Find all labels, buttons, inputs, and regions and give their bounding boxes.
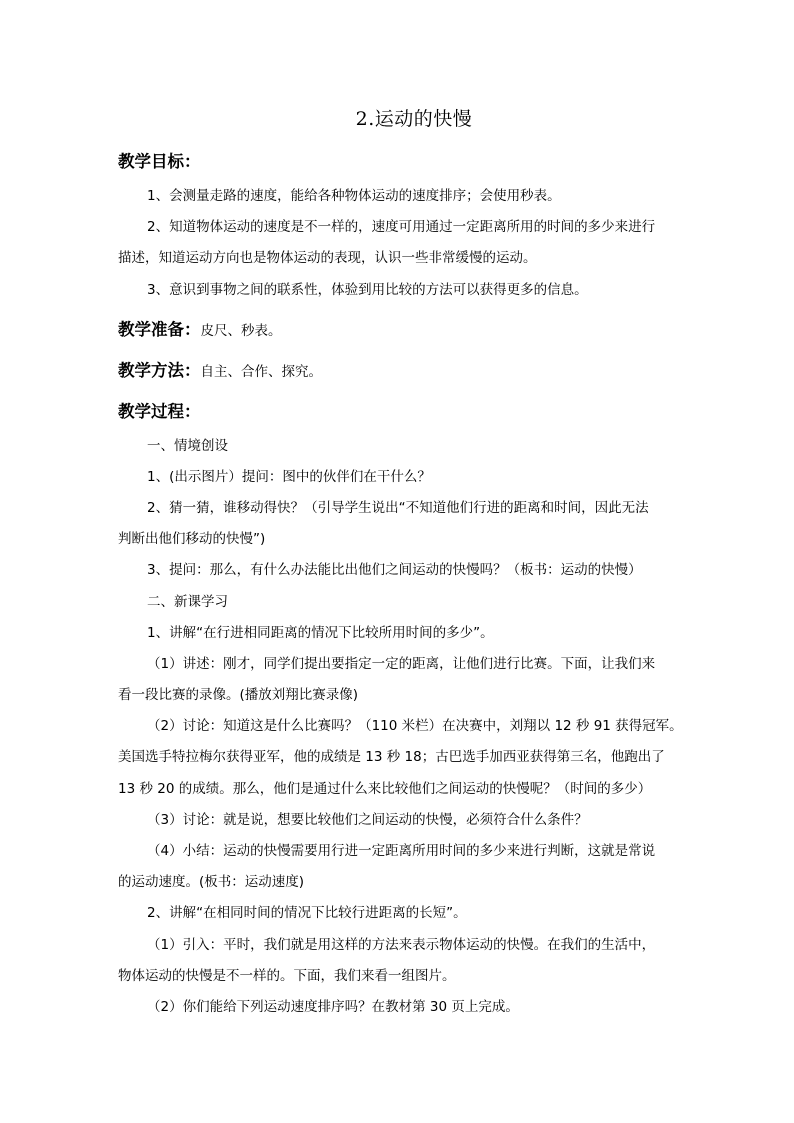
process-line: （2）你们能给下列运动速度排序吗？在教材第 30 页上完成。 — [147, 999, 519, 1015]
process-line: 1、(出示图片）提问：图中的伙伴们在干什么？ — [147, 469, 431, 485]
process-line: 判断出他们移动的快慢”) — [118, 531, 266, 547]
process-line: 13 秒 20 的成绩。那么，他们是通过什么来比较他们之间运动的快慢呢？（时间的多少） — [118, 781, 652, 797]
method-heading-label: 教学方法： — [118, 361, 201, 380]
method-value: 自主、合作、探究。 — [200, 364, 322, 380]
prep-heading — [118, 316, 282, 340]
process-line: 的运动速度。(板书：运动速度) — [118, 874, 305, 890]
process-line: 3、提问：那么，有什么办法能比出他们之间运动的快慢吗？（板书：运动的快慢） — [147, 562, 642, 578]
process-line: 2、猜一猜，谁移动得快？（引导学生说出“不知道他们行进的距离和时间，因此无法 — [147, 500, 649, 516]
goal-line: 1、会测量走路的速度，能给各种物体运动的速度排序；会使用秒表。 — [147, 188, 561, 204]
goal-line: 3、意识到事物之间的联系性，体验到用比较的方法可以获得更多的信息。 — [147, 282, 588, 298]
process-line: 物体运动的快慢是不一样的。下面，我们来看一组图片。 — [118, 968, 456, 984]
process-line: 1、讲解“在行进相同距离的情况下比较所用时间的多少”。 — [147, 625, 494, 641]
goals-heading: 教学目标： — [118, 152, 201, 171]
process-line: （1）讲述：刚才，同学们提出要指定一定的距离，让他们进行比赛。下面，让我们来 — [147, 656, 656, 672]
process-line: （3）讨论：就是说，想要比较他们之间运动的快慢，必须符合什么条件？ — [147, 812, 588, 828]
process-line: 2、讲解“在相同时间的情况下比较行进距离的长短”。 — [147, 905, 467, 921]
process-line: （4）小结：运动的快慢需要用行进一定距离所用时间的多少来进行判断，这就是常说 — [147, 843, 656, 859]
goal-line: 描述，知道运动方向也是物体运动的表现，认识一些非常缓慢的运动。 — [118, 250, 537, 266]
method-heading — [118, 357, 322, 381]
process-line: 看一段比赛的录像。(播放刘翔比赛录像) — [118, 687, 359, 703]
goal-line: 2、知道物体运动的速度是不一样的，速度可用通过一定距离所用的时间的多少来进行 — [147, 219, 656, 235]
process-heading: 教学过程： — [118, 402, 201, 421]
prep-heading-label: 教学准备： — [118, 320, 201, 339]
prep-value: 皮尺、秒表。 — [200, 323, 282, 339]
process-line: 二、新课学习 — [147, 594, 228, 610]
process-line: （2）讨论：知道这是什么比赛吗？（110 米栏）在决赛中，刘翔以 12 秒 91 获得冠军。 — [147, 718, 683, 734]
process-line: 美国选手特拉梅尔获得亚军，他的成绩是 13 秒 18；古巴选手加西亚获得第三名，他跑出了 — [118, 749, 665, 765]
page-title: 2.运动的快慢 — [355, 108, 473, 130]
process-line: 一、情境创设 — [147, 438, 228, 454]
process-line: （1）引入：平时，我们就是用这样的方法来表示物体运动的快慢。在我们的生活中， — [147, 937, 656, 953]
